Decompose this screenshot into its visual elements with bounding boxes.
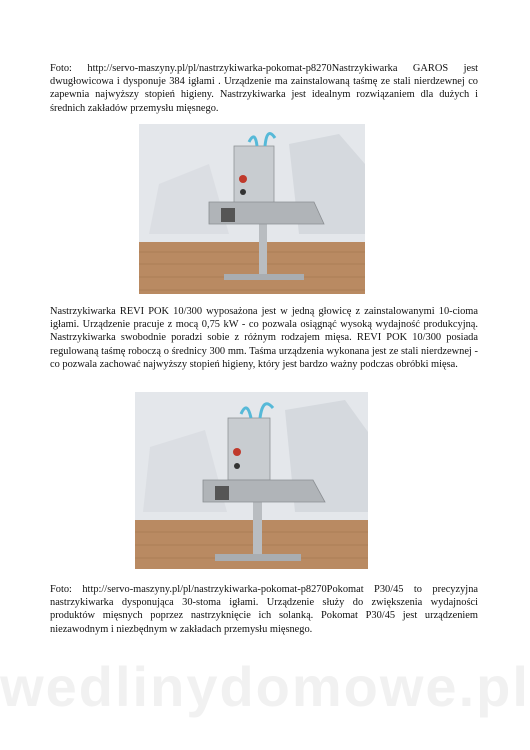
machine-photo-1 [139, 124, 365, 294]
paragraph-1: Foto: http://servo-maszyny.pl/pl/nastrzykiwarka-pokomat-p8270Nastrzykiwarka GAROS jest dwugłowicowa i dysponuje 384 igłami . Urządzenie ma zainstalowaną taśmę ze stali nierdzewnej co zapewnia najwyższy stopień higieny. Nastrzykiwarka jest idealnym rozwiązaniem dla dużych i średnich zakładów przemysłu mięsnego. [50, 63, 478, 114]
watermark: wedlinydomowe.pl [0, 655, 530, 718]
machine-photo-2 [135, 392, 368, 569]
paragraph-3: Foto: http://servo-maszyny.pl/pl/nastrzykiwarka-pokomat-p8270Pokomat P30/45 to precyzyjna nastrzykiwarka dysponująca 30-stoma igłami. Urządzenie służy do zwiększenia wydajności produktów mięsnych poprzez nastrzyknięcie ich solanką. Pokomat P30/45 jest urządzeniem niezawodnym i niezbędnym w zakładach przemysłu mięsnego. [50, 584, 478, 635]
machine-illustration [139, 124, 365, 294]
machine-illustration [135, 392, 368, 569]
paragraph-2: Nastrzykiwarka REVI POK 10/300 wyposażona jest w jedną głowicę z zainstalowanymi 10-cioma igłami. Urządzenie pracuje z mocą 0,75 kW - co pozwala osiągnąć wysoką wydajność produkcyjną. Nastrzykiwarka swobodnie poradzi sobie z różnym rodzajem mięsa. REVI POK 10/300 posiada regulowaną taśmę roboczą o średnicy 300 mm. Taśma urządzenia wykonana jest ze stali nierdzewnej -co pozwala zachować najwyższy stopień higieny, który jest bardzo ważny podczas obróbki mięsa. [50, 306, 478, 370]
